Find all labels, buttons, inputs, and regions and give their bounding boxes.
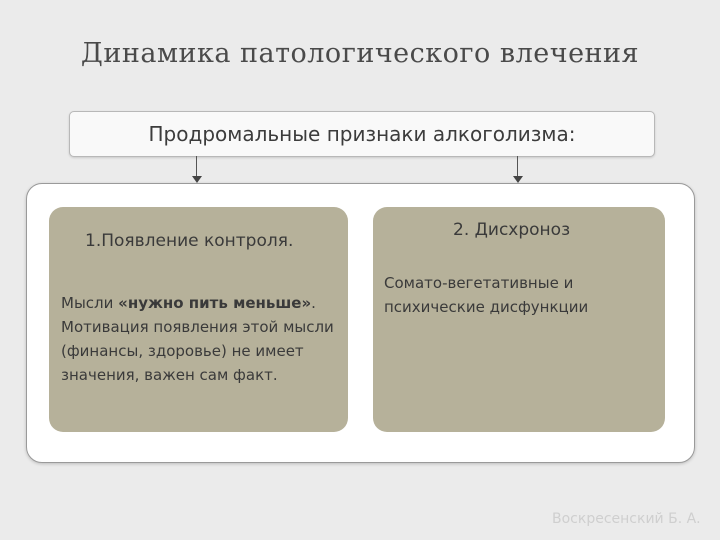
- arrow-down-icon: [192, 156, 202, 184]
- panel-control-heading: 1.Появление контроля.: [85, 231, 294, 251]
- header-box: [69, 111, 655, 157]
- arrow-down-icon: [513, 156, 523, 184]
- panel-control: [49, 207, 348, 432]
- slide-title: Динамика патологического влечения: [80, 38, 640, 69]
- text-part: . Мотивация появления этой мысли (финансы, здоровье) не имеет значения, важен сам факт.: [61, 294, 334, 384]
- panel-dyschronosis-heading: 2. Дисхроноз: [453, 220, 571, 240]
- panel-dyschronosis: [373, 207, 665, 432]
- text-part: Мысли: [61, 294, 119, 312]
- bold-phrase: «нужно пить меньше»: [118, 294, 312, 312]
- panel-control-text: [61, 291, 341, 387]
- author-credit: Воскресенский Б. А.: [552, 511, 701, 527]
- header-text: Продромальные признаки алкоголизма:: [148, 122, 576, 146]
- panel-dyschronosis-text: Сомато-вегетативные и психические дисфункции: [384, 274, 589, 316]
